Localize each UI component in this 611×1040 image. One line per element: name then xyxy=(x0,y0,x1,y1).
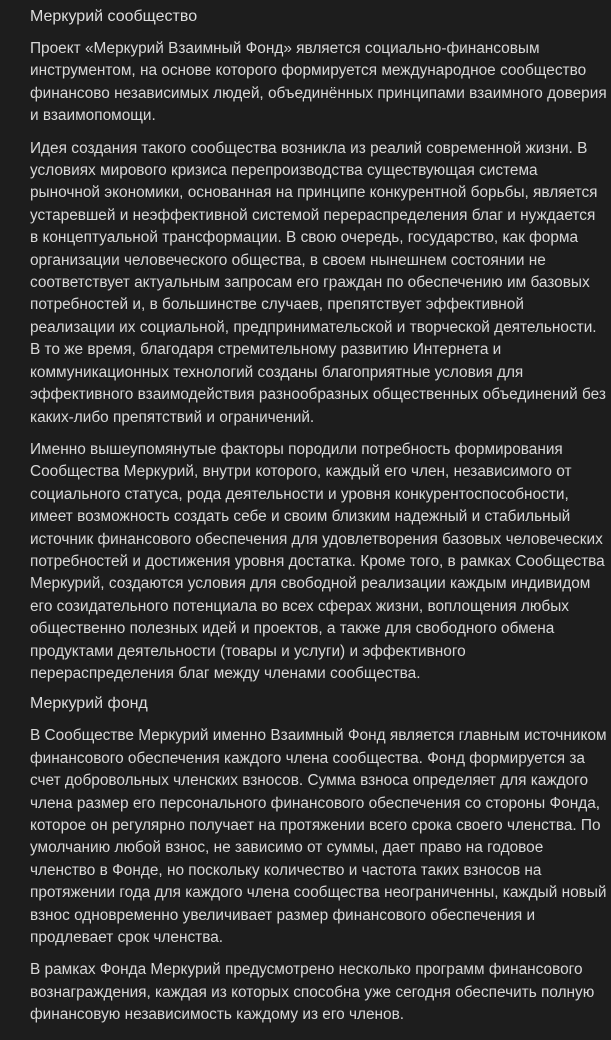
section-heading-community: Меркурий сообщество xyxy=(30,8,198,25)
paragraph-community-intro: Проект «Меркурий Взаимный Фонд» является социально-финансовым инструментом, на основе которого формируется международное сообщество финансово независимых людей, объединённых принципами взаимного доверия и взаимопомощи. xyxy=(30,40,607,125)
section-heading-fund: Меркурий фонд xyxy=(30,695,148,713)
paragraph-community-factors: Именно вышеупомянутые факторы породили потребность формирования Сообщества Меркурий, внутри которого, каждый его член, независимого от социального статуса, рода деятельности и уровня конкурентоспособности, имеет возможность создать себе и своим близким надежный и стабильный источник финансового обеспечения для удовлетворения базовых человеческих потребностей и достижения уровня достатка. Кроме того, в рамках Сообщества Меркурий, создаются условия для свободной реализации каждым индивидом его созидательного потенциала во всех сферах жизни, воплощения любых общественно полезных идей и проектов, а также для свободного обмена продуктами деятельности (товары и услуги) и эффективного перераспределения благ между членами сообщества. xyxy=(30,440,605,682)
paragraph-fund-source: В Сообществе Меркурий именно Взаимный Фонд является главным источником финансового обеспечения каждого члена сообщества. Фонд формируется за счет добровольных членских взносов. Сумма взноса определяет для каждого члена размер его персонального финансового обеспечения со стороны Фонда, которое он регулярно получает на протяжении всего срока своего членства. По умолчанию любой взнос, не зависимо от суммы, дает право на годовое членство в Фонде, но поскольку количество и частота таких взносов на протяжении года для каждого члена сообщества неограниченны, каждый новый взнос одновременно увеличивает размер финансового обеспечения и продлевает срок членства. xyxy=(30,727,607,947)
paragraph-community-idea: Идея создания такого сообщества возникла из реалий современной жизни. В условиях мирового кризиса перепроизводства существующая система рыночной экономики, основанная на принципе конкурентной борьбы, является устаревшей и неэффективной системой перераспределения благ и нуждается в концептуальной трансформации. В свою очередь, государство, как форма организации человеческого общества, в своем нынешнем состоянии не соответствует актуальным запросам его граждан по обеспечению им базовых потребностей и, в большинстве случаев, препятствует эффективной реализации их социальной, предпринимательской и творческой деятельности. В то же время, благодаря стремительному развитию Интернета и коммуникационных технологий созданы благоприятные условия для эффективного взаимодействия разнообразных общественных объединений без каких-либо препятствий и ограничений. xyxy=(30,139,606,426)
paragraph-fund-programs: В рамках Фонда Меркурий предусмотрено несколько программ финансового вознаграждения, каждая из которых способна уже сегодня обеспечить полную финансовую независимость каждому из его членов. xyxy=(30,961,595,1024)
